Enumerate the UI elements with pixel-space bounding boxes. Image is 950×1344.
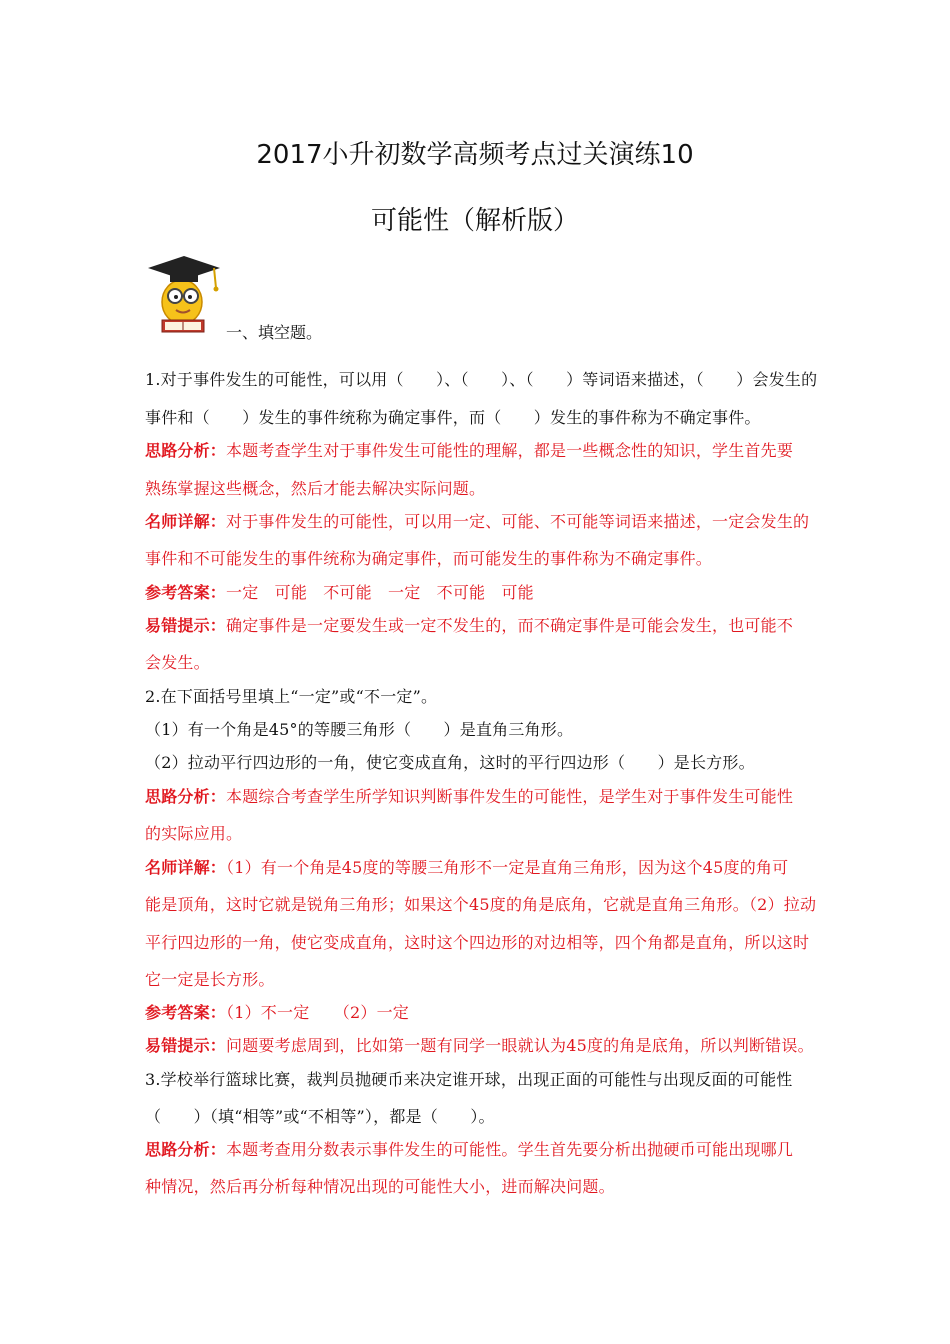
q3-text-line2: （ ）（填“相等”或“不相等”），都是（ ）。: [145, 1107, 495, 1126]
q2-tip: 易错提示：问题要考虑周到，比如第一题有同学一眼就认为45度的角是底角，所以判断错误。: [145, 1036, 814, 1055]
q2-text-line3: （2）拉动平行四边形的一角，使它变成直角，这时的平行四边形（ ）是长方形。: [145, 753, 755, 772]
q1-answer: 参考答案：一定 可能 不可能 一定 不可能 可能: [145, 583, 534, 602]
q2-detail: 名师详解：（1）有一个角是45度的等腰三角形不一定是直角三角形，因为这个45度的角可: [145, 858, 789, 877]
q2-detail-cont1: 能是顶角，这时它就是锐角三角形；如果这个45度的角是底角，它就是直角三角形。（2）拉动: [145, 895, 817, 914]
q3-text-line1: 3.学校举行篮球比赛，裁判员抛硬币来决定谁开球，出现正面的可能性与出现反面的可能性: [145, 1070, 793, 1089]
page-subtitle: 可能性（解析版）: [370, 206, 579, 236]
page-title: 2017小升初数学高频考点过关演练10: [256, 140, 694, 170]
q2-text-line1: 2.在下面括号里填上“一定”或“不一定”。: [145, 687, 438, 706]
q2-detail-cont2: 平行四边形的一角，使它变成直角，这时这个四边形的对边相等，四个角都是直角，所以这时: [145, 933, 810, 952]
q1-detail-cont: 事件和不可能发生的事件统称为确定事件，而可能发生的事件称为不确定事件。: [145, 549, 713, 568]
scholar-mascot-icon: [140, 252, 224, 336]
q3-analysis: 思路分析：本题考查用分数表示事件发生的可能性。学生首先要分析出抛硬币可能出现哪几: [145, 1140, 794, 1159]
q2-detail-cont3: 它一定是长方形。: [145, 970, 275, 989]
q1-analysis: 思路分析：本题考查学生对于事件发生可能性的理解，都是一些概念性的知识，学生首先要: [145, 441, 794, 460]
q1-tip-cont: 会发生。: [145, 653, 210, 672]
q2-answer: 参考答案：（1）不一定 （2）一定: [145, 1003, 409, 1022]
q1-analysis-cont: 熟练掌握这些概念，然后才能去解决实际问题。: [145, 479, 486, 498]
q1-text-line1: 1.对于事件发生的可能性，可以用（ ）、（ ）、（ ）等词语来描述，（ ）会发生的: [145, 370, 818, 389]
q1-tip: 易错提示：确定事件是一定要发生或一定不发生的，而不确定事件是可能会发生，也可能不: [145, 616, 794, 635]
section-heading: 一、填空题。: [226, 323, 323, 342]
q3-analysis-cont: 种情况，然后再分析每种情况出现的可能性大小，进而解决问题。: [145, 1177, 615, 1196]
q2-text-line2: （1）有一个角是45°的等腰三角形（ ）是直角三角形。: [145, 720, 574, 739]
q2-analysis-cont: 的实际应用。: [145, 824, 243, 843]
q1-detail: 名师详解：对于事件发生的可能性，可以用一定、可能、不可能等词语来描述，一定会发生的: [145, 512, 810, 531]
q2-analysis: 思路分析：本题综合考查学生所学知识判断事件发生的可能性，是学生对于事件发生可能性: [145, 787, 794, 806]
q1-text-line2: 事件和（ ）发生的事件统称为确定事件，而（ ）发生的事件称为不确定事件。: [145, 408, 761, 427]
